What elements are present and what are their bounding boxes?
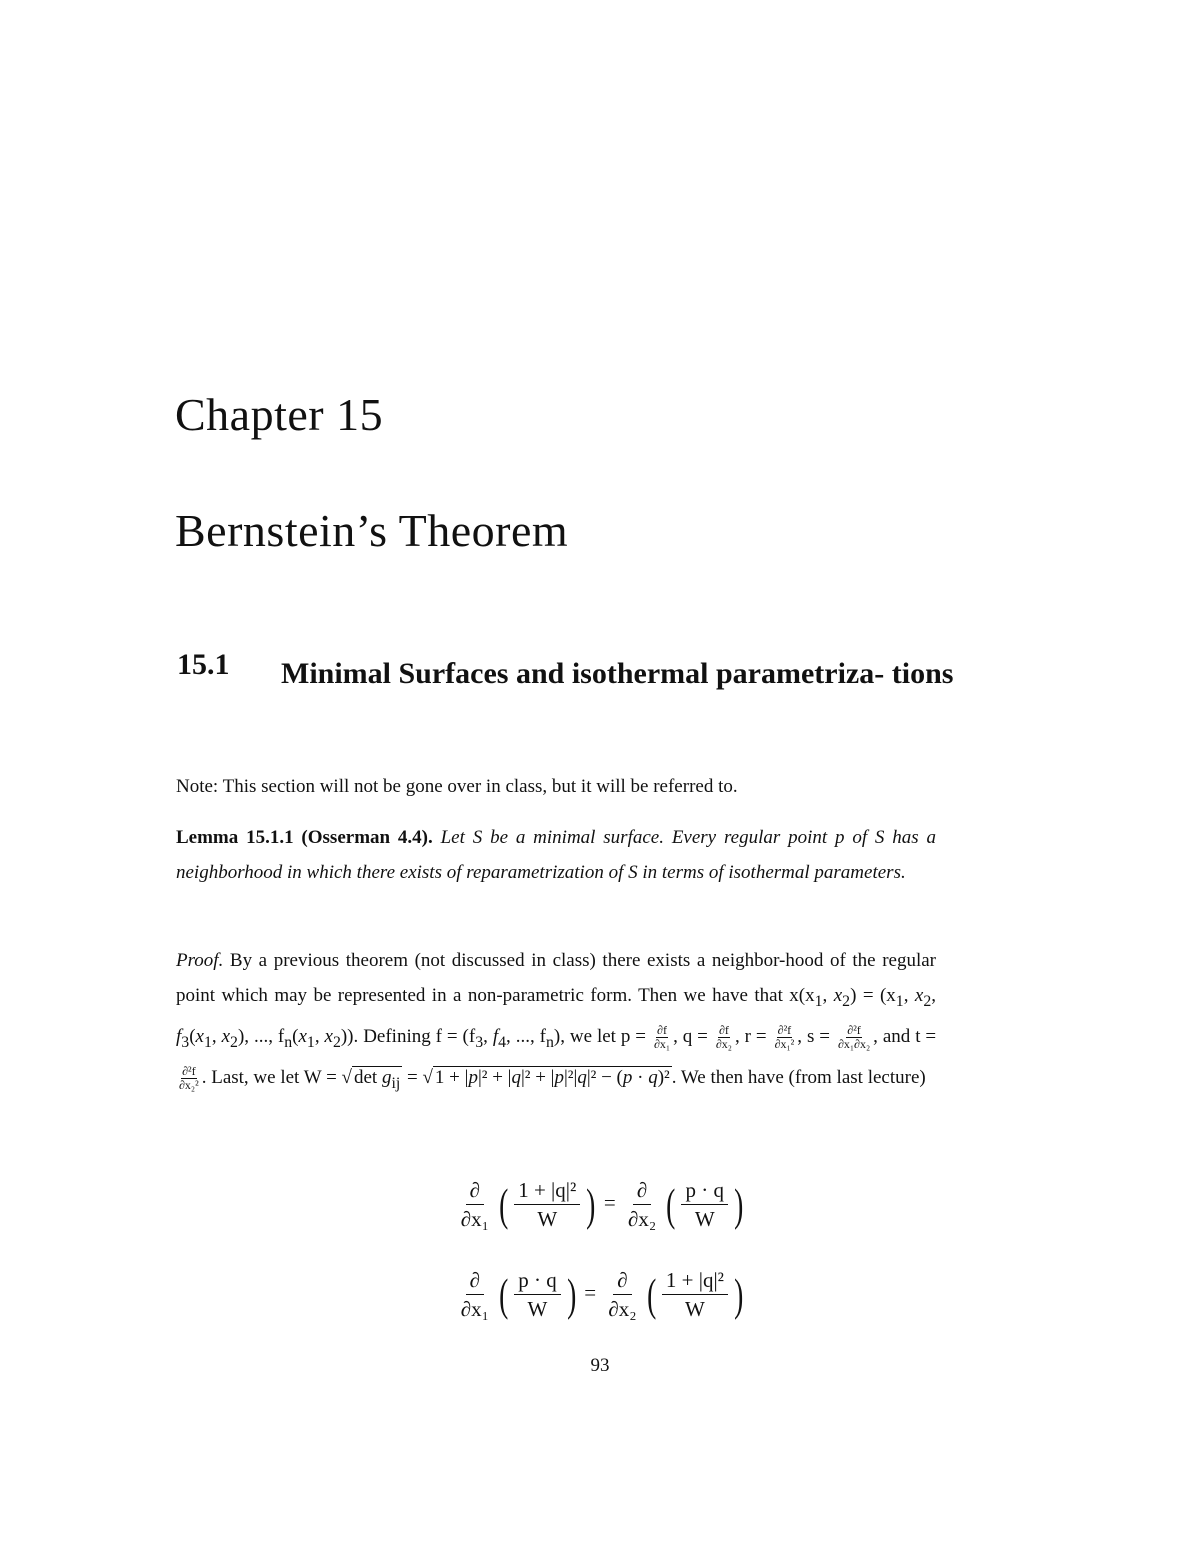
proof-text-5: , ..., f — [506, 1025, 546, 1047]
equation-1: $\frac{\partial}{\text{∂x₁}}$ ( $\frac{\text{1 + |q|²}}{W}$ ) = $\frac{\partial}{\text{∂x₂}}$ ( $\frac{p \cdot q}{W}$ ) — [460, 1178, 744, 1232]
frac-s: $\frac{\text{∂²f}}{\text{∂x₁∂x₂}}$ — [837, 1022, 871, 1051]
sqrt-expression: 1 + |p|² + |q|² + |p|²|q|² − (p · q)² — [434, 1066, 670, 1088]
page-number: 93 — [590, 1355, 610, 1376]
note-paragraph: Note: This section will not be gone over in class, but it will be referred to. — [176, 776, 738, 797]
sqrt-det: $\det g_{ij}$ — [353, 1066, 401, 1092]
proof-text-12: = — [402, 1066, 423, 1088]
equation-2: $\frac{\partial}{\text{∂x₁}}$ ( $\frac{p \cdot q}{W}$ ) = $\frac{\partial}{\text{∂x₂}}$ ( $\frac{\text{1 + |q|²}}{W}$ ) — [460, 1268, 744, 1322]
proof-text-10: , and t = — [873, 1025, 937, 1047]
lemma-text: Let S be a minimal surface. Every regular point p of S has a neighborhood in which there exists of reparametrization of S in terms of isothermal parameters. — [176, 827, 937, 883]
proof-text-3: ), ..., f — [237, 1025, 285, 1047]
frac-q: $\frac{\partial f}{\text{∂x₂}}$ — [715, 1022, 732, 1051]
proof-text-4: )). Defining f = (f — [340, 1025, 476, 1047]
proof-text-2: ) = (x — [850, 985, 896, 1006]
chapter-title: Bernstein’s Theorem — [175, 505, 569, 556]
proof-text-8: , r = — [734, 1025, 767, 1047]
proof-paragraph: Proof. By a previous theorem (not discussed in class) there exists a neighbor-hood of the regular point which may be represented in a non-parametric form. Then we have that $x(x_1$, $x_2) = (x_1$, $x_2$, $f_3(x_1$, $x_2$), ..., $f_n(x_1$, $x_2$)). Defining $f = (f_3$, $f_4$, ..., $f_n$), we let p = $\frac{\partial f}{\text{∂x₁}}$ , q = $\frac{\partial f}{\text{∂x₂}}$ , r = $\frac{\text{∂²f}}{\text{∂x₁²}}$ , s = $\frac{\text{∂²f}}{\text{∂x₁∂x₂}}$ , and t = $\frac{\text{∂²f}}{\text{∂x₂²}}$ . Last, we let W = √ $\det g_{ij}$ = √ 1 + |p|² + |q|² + |p|²|q|² − (p · q)² . We then have (from last lecture) — [176, 950, 937, 1092]
frac-p: $\frac{\partial f}{\text{∂x₁}}$ — [653, 1022, 671, 1051]
chapter-label: Chapter 15 — [175, 389, 384, 440]
proof-text-6: ), we let p = — [553, 1025, 647, 1047]
proof-text-1: By a previous theorem (not discussed in class) there exists a neighbor-hood of the regular point which may be represented in a non-parametric form. Then we have that x(x — [176, 950, 936, 1006]
lemma-label: Lemma 15.1.1 (Osserman 4.4). — [176, 827, 433, 848]
proof-text-13: . We then have (from last lecture) — [671, 1066, 926, 1088]
proof-text-11: . Last, we let W = — [201, 1066, 342, 1088]
proof-label: Proof. — [176, 950, 224, 971]
frac-r: $\frac{\text{∂²f}}{\text{∂x₁²}}$ — [774, 1022, 795, 1051]
section-title: Minimal Surfaces and isothermal parametriza- tions — [281, 657, 954, 690]
proof-text-7: , q = — [673, 1025, 708, 1047]
lemma-paragraph — [176, 820, 936, 890]
proof-text-9: , s = — [797, 1025, 830, 1047]
frac-t: $\frac{\text{∂²f}}{\text{∂x₂²}}$ — [179, 1063, 199, 1092]
section-number: 15.1 — [177, 648, 230, 681]
